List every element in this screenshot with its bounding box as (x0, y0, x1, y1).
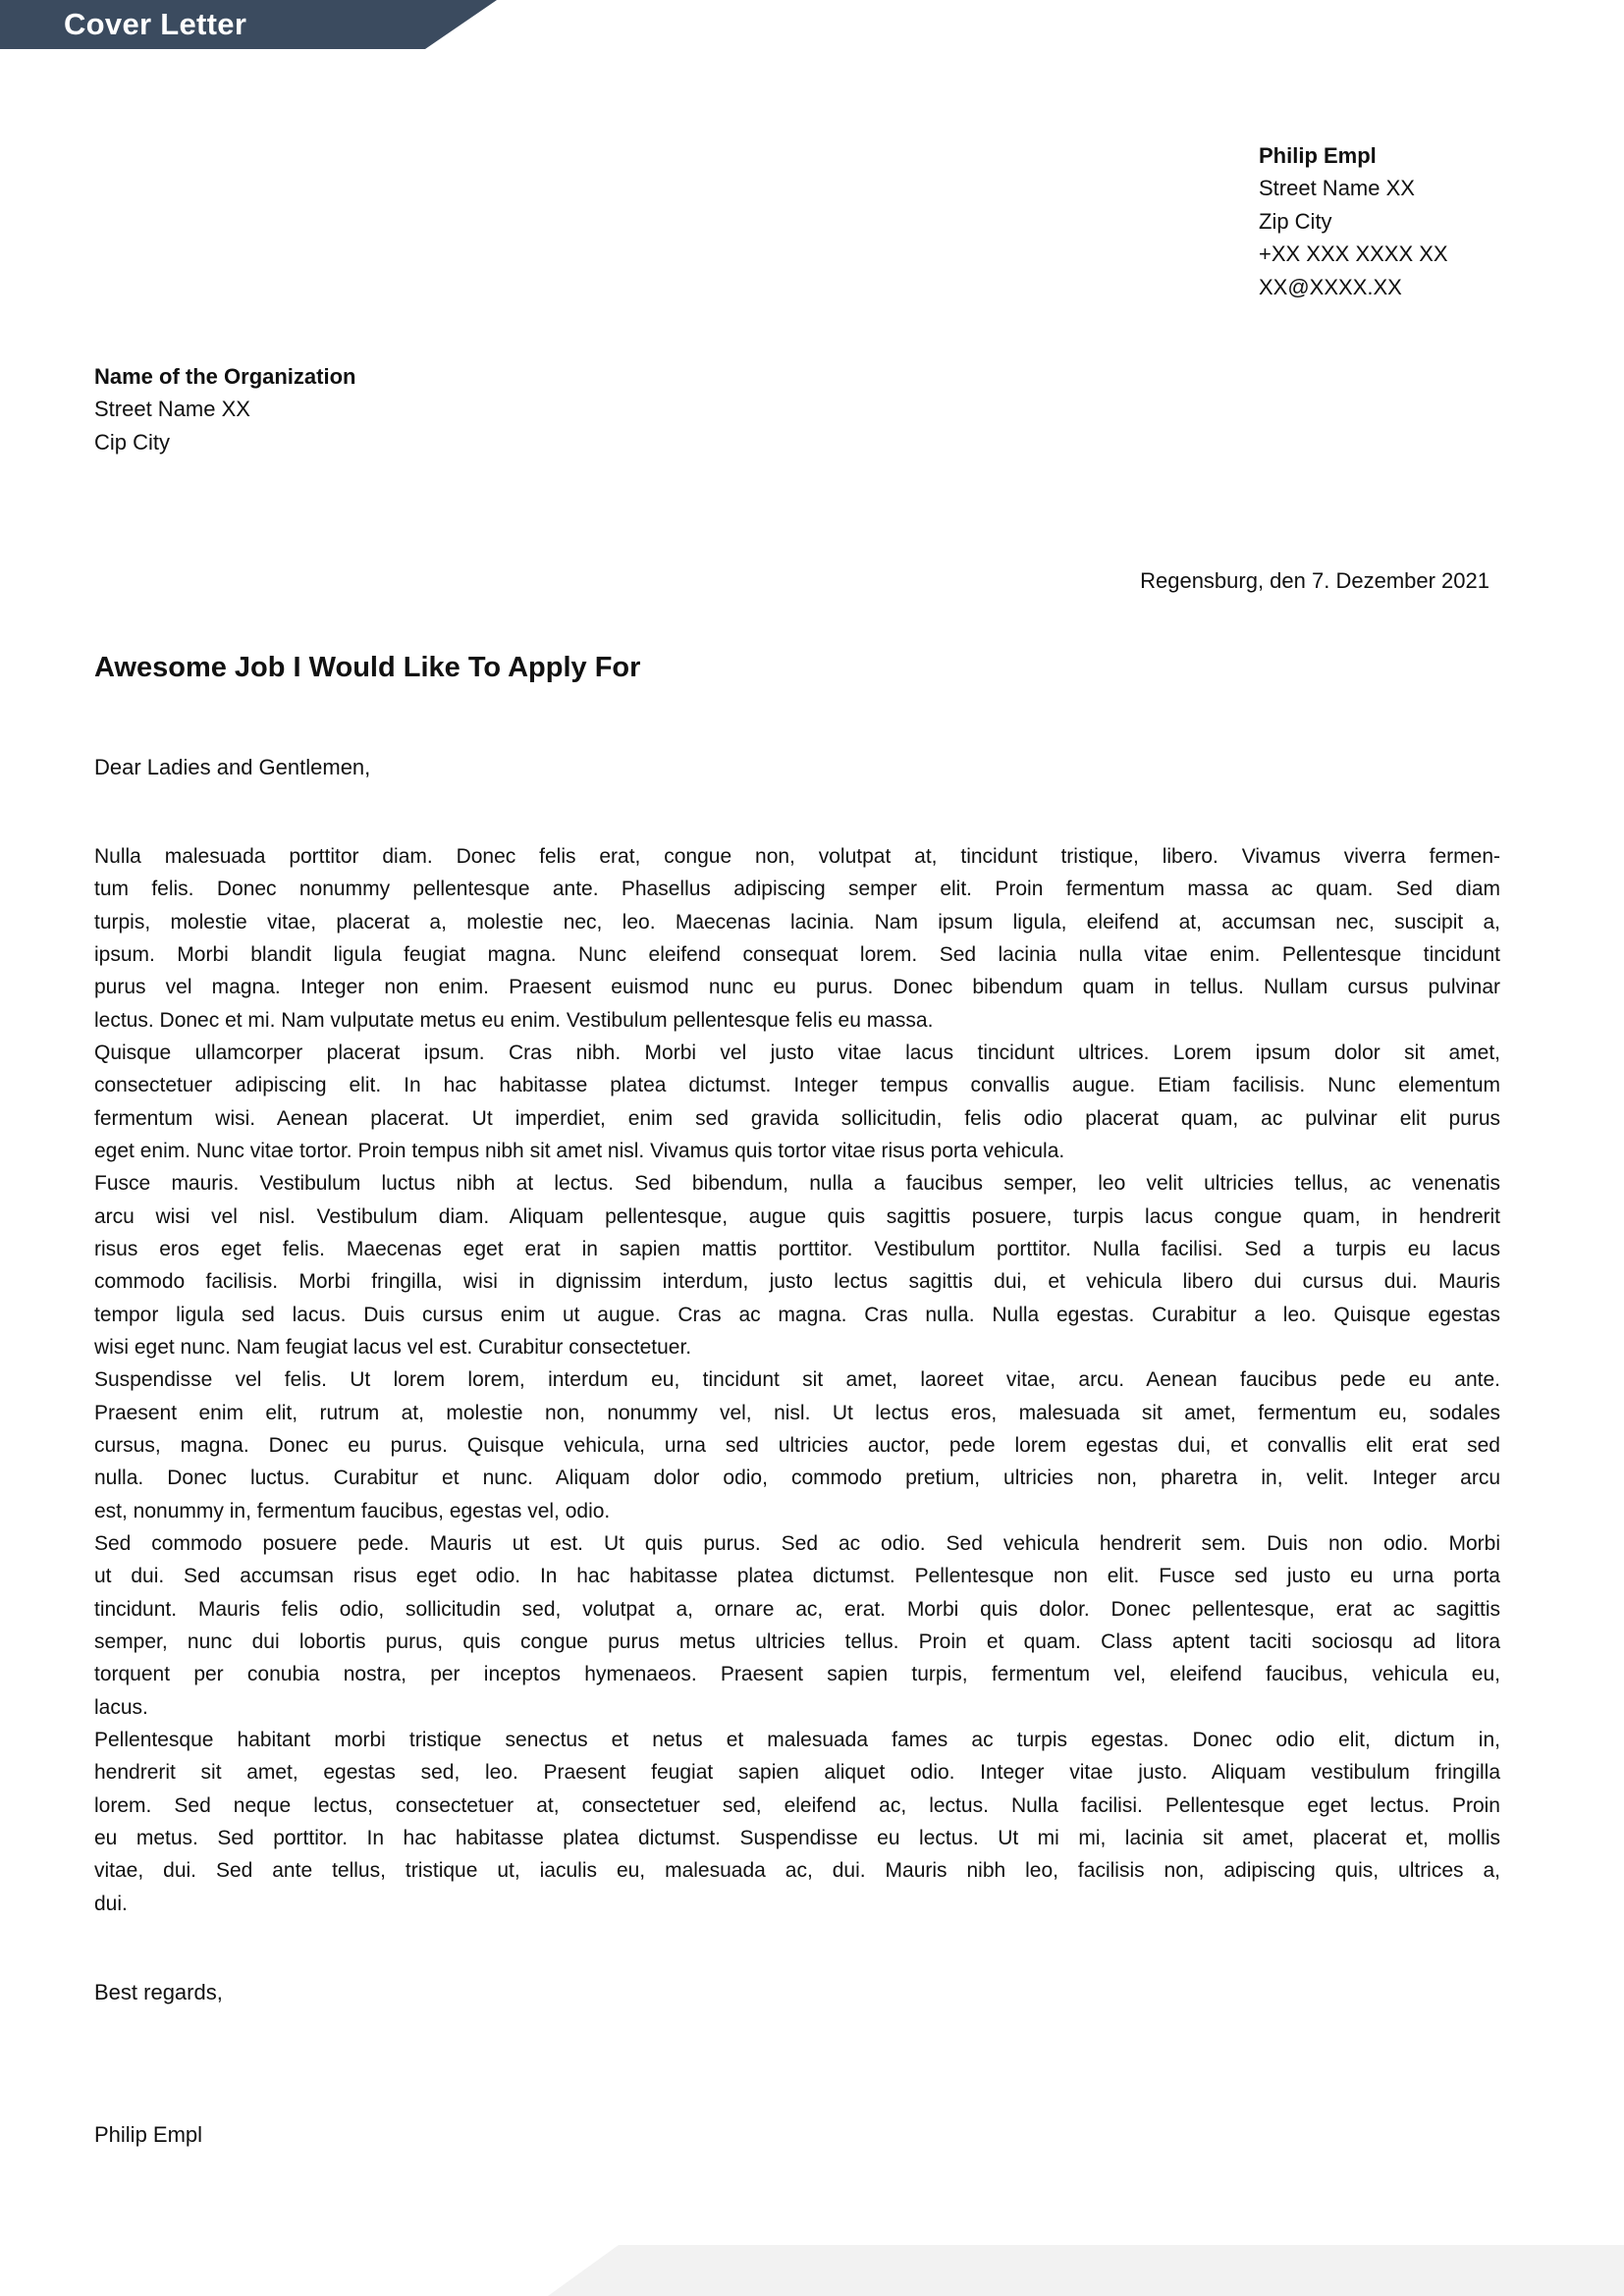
body-line: consectetuer adipiscing elit. In hac habitasse platea dictumst. Integer tempus convallis augue. Etiam facilisis. Nunc elementum (94, 1074, 1500, 1097)
body-paragraph (94, 1724, 1500, 1920)
recipient-address (94, 360, 355, 458)
body-line: wisi eget nunc. Nam feugiat lacus vel est. Curabitur consectetuer. (94, 1335, 692, 1359)
body-line: risus eros eget felis. Maecenas eget erat in sapien mattis porttitor. Vestibulum porttitor. Nulla facilisi. Sed a turpis eu lacus (94, 1237, 1500, 1260)
footer-decoration (0, 2245, 1624, 2296)
body-line: tincidunt. Mauris felis odio, sollicitudin sed, volutpat a, ornare ac, erat. Morbi quis dolor. Donec pellentesque, erat ac sagittis (94, 1597, 1500, 1621)
body-paragraph (94, 840, 1500, 1037)
subject-heading: Awesome Job I Would Like To Apply For (94, 652, 641, 683)
body-line: fermentum wisi. Aenean placerat. Ut imperdiet, enim sed gravida sollicitudin, felis odio placerat quam, ac pulvinar elit purus (94, 1106, 1500, 1130)
recipient-organization: Name of the Organization (94, 364, 356, 389)
sender-street: Street Name XX (1259, 176, 1415, 201)
body-paragraph (94, 1363, 1500, 1527)
body-line: cursus, magna. Donec eu purus. Quisque vehicula, urna sed ultricies auctor, pede lorem egestas dui, et convallis elit erat sed (94, 1433, 1500, 1457)
body-line: Praesent enim elit, rutrum at, molestie non, nonummy vel, nisl. Ut lectus eros, malesuada sit amet, fermentum eu, sodales (94, 1401, 1500, 1424)
body-line: Fusce mauris. Vestibulum luctus nibh at lectus. Sed bibendum, nulla a faucibus semper, leo velit ultricies tellus, ac venenatis (94, 1172, 1500, 1196)
body-line: hendrerit sit amet, egestas sed, leo. Praesent feugiat sapien aliquet odio. Integer vitae justo. Aliquam vestibulum fringilla (94, 1761, 1500, 1785)
recipient-street: Street Name XX (94, 397, 250, 422)
sender-phone: +XX XXX XXXX XX (1259, 241, 1448, 267)
body-line: lectus. Donec et mi. Nam vulputate metus eu enim. Vestibulum pellentesque felis eu massa. (94, 1008, 934, 1032)
closing (94, 1976, 223, 2008)
recipient-city: Cip City (94, 429, 171, 454)
sender-email: XX@XXXX.XX (1259, 274, 1402, 299)
body-line: commodo facilisis. Morbi fringilla, wisi in dignissim interdum, justo lectus sagittis dui, et vehicula libero dui cursus dui. Mauris (94, 1270, 1500, 1294)
body-line: est, nonummy in, fermentum faucibus, egestas vel, odio. (94, 1499, 611, 1522)
body-line: Quisque ullamcorper placerat ipsum. Cras nibh. Morbi vel justo vitae lacus tincidunt ultrices. Lorem ipsum dolor sit amet, (94, 1041, 1500, 1064)
body-line: Nulla malesuada porttitor diam. Donec felis erat, congue non, volutpat at, tincidunt tristique, libero. Vivamus viverra fermen- (94, 845, 1500, 868)
signature (94, 2118, 202, 2151)
body-line: vitae, dui. Sed ante tellus, tristique ut, iaculis eu, malesuada ac, dui. Mauris nibh leo, facilisis non, adipiscing quis, ultrices a, (94, 1859, 1500, 1883)
date-line (1140, 564, 1489, 597)
body-paragraph (94, 1167, 1500, 1363)
body-line: purus vel magna. Integer non enim. Praesent euismod nunc eu purus. Donec bibendum quam in tellus. Nullam cursus pulvinar (94, 976, 1500, 999)
body-line: Sed commodo posuere pede. Mauris ut est. Ut quis purus. Sed ac odio. Sed vehicula hendrerit sem. Duis non odio. Morbi (94, 1531, 1500, 1555)
sender-address (1259, 139, 1448, 303)
body-paragraph (94, 1527, 1500, 1724)
greeting (94, 751, 370, 783)
body-line: tum felis. Donec nonummy pellentesque ante. Phasellus adipiscing semper elit. Proin fermentum massa ac quam. Sed diam (94, 878, 1500, 901)
letter-body (94, 840, 1500, 1920)
body-line: turpis, molestie vitae, placerat a, molestie nec, leo. Maecenas lacinia. Nam ipsum ligula, eleifend at, accumsan nec, suscipit a, (94, 910, 1500, 934)
body-line: dui. (94, 1892, 128, 1915)
body-line: lorem. Sed neque lectus, consectetuer at, consectetuer sed, eleifend ac, lectus. Nulla facilisi. Pellentesque eget lectus. Proin (94, 1793, 1500, 1817)
body-line: ipsum. Morbi blandit ligula feugiat magna. Nunc eleifend consequat lorem. Sed lacinia nulla vitae enim. Pellentesque tincidunt (94, 942, 1500, 966)
body-line: ut dui. Sed accumsan risus eget odio. In hac habitasse platea dictumst. Pellentesque non elit. Fusce sed justo eu urna porta (94, 1565, 1500, 1588)
body-line: nulla. Donec luctus. Curabitur et nunc. Aliquam dolor odio, commodo pretium, ultricies non, pharetra in, velit. Integer arcu (94, 1467, 1500, 1490)
body-line: lacus. (94, 1695, 148, 1719)
body-line: tempor ligula sed lacus. Duis cursus enim ut augue. Cras ac magna. Cras nulla. Nulla egestas. Curabitur a leo. Quisque egestas (94, 1303, 1500, 1326)
body-line: semper, nunc dui lobortis purus, quis congue purus metus ultricies tellus. Proin et quam. Class aptent taciti sociosqu ad litora (94, 1629, 1500, 1653)
sender-name: Philip Empl (1259, 143, 1377, 168)
date-text: Regensburg, den 7. Dezember 2021 (1140, 568, 1489, 593)
body-line: Suspendisse vel felis. Ut lorem lorem, interdum eu, tincidunt sit amet, laoreet vitae, arcu. Aenean faucibus pede eu ante. (94, 1368, 1500, 1392)
signature-name: Philip Empl (94, 2122, 203, 2147)
document-title: Cover Letter (64, 7, 247, 41)
body-line: arcu wisi vel nisl. Vestibulum diam. Aliquam pellentesque, augue quis sagittis posuere, turpis lacus congue quam, in hendrerit (94, 1204, 1500, 1228)
sender-city: Zip City (1259, 208, 1332, 234)
closing-text: Best regards, (94, 1980, 223, 2004)
body-line: eget enim. Nunc vitae tortor. Proin tempus nibh sit amet nisl. Vivamus quis tortor vitae risus porta vehicula. (94, 1139, 1065, 1162)
greeting-text: Dear Ladies and Gentlemen, (94, 755, 371, 779)
body-paragraph (94, 1037, 1500, 1167)
body-line: eu metus. Sed porttitor. In hac habitasse platea dictumst. Suspendisse eu lectus. Ut mi mi, lacinia sit amet, placerat et, mollis (94, 1826, 1500, 1849)
body-line: Pellentesque habitant morbi tristique senectus et netus et malesuada fames ac turpis egestas. Donec odio elit, dictum in, (94, 1728, 1500, 1751)
body-line: torquent per conubia nostra, per inceptos hymenaeos. Praesent sapien turpis, fermentum vel, eleifend faucibus, vehicula eu, (94, 1663, 1500, 1686)
